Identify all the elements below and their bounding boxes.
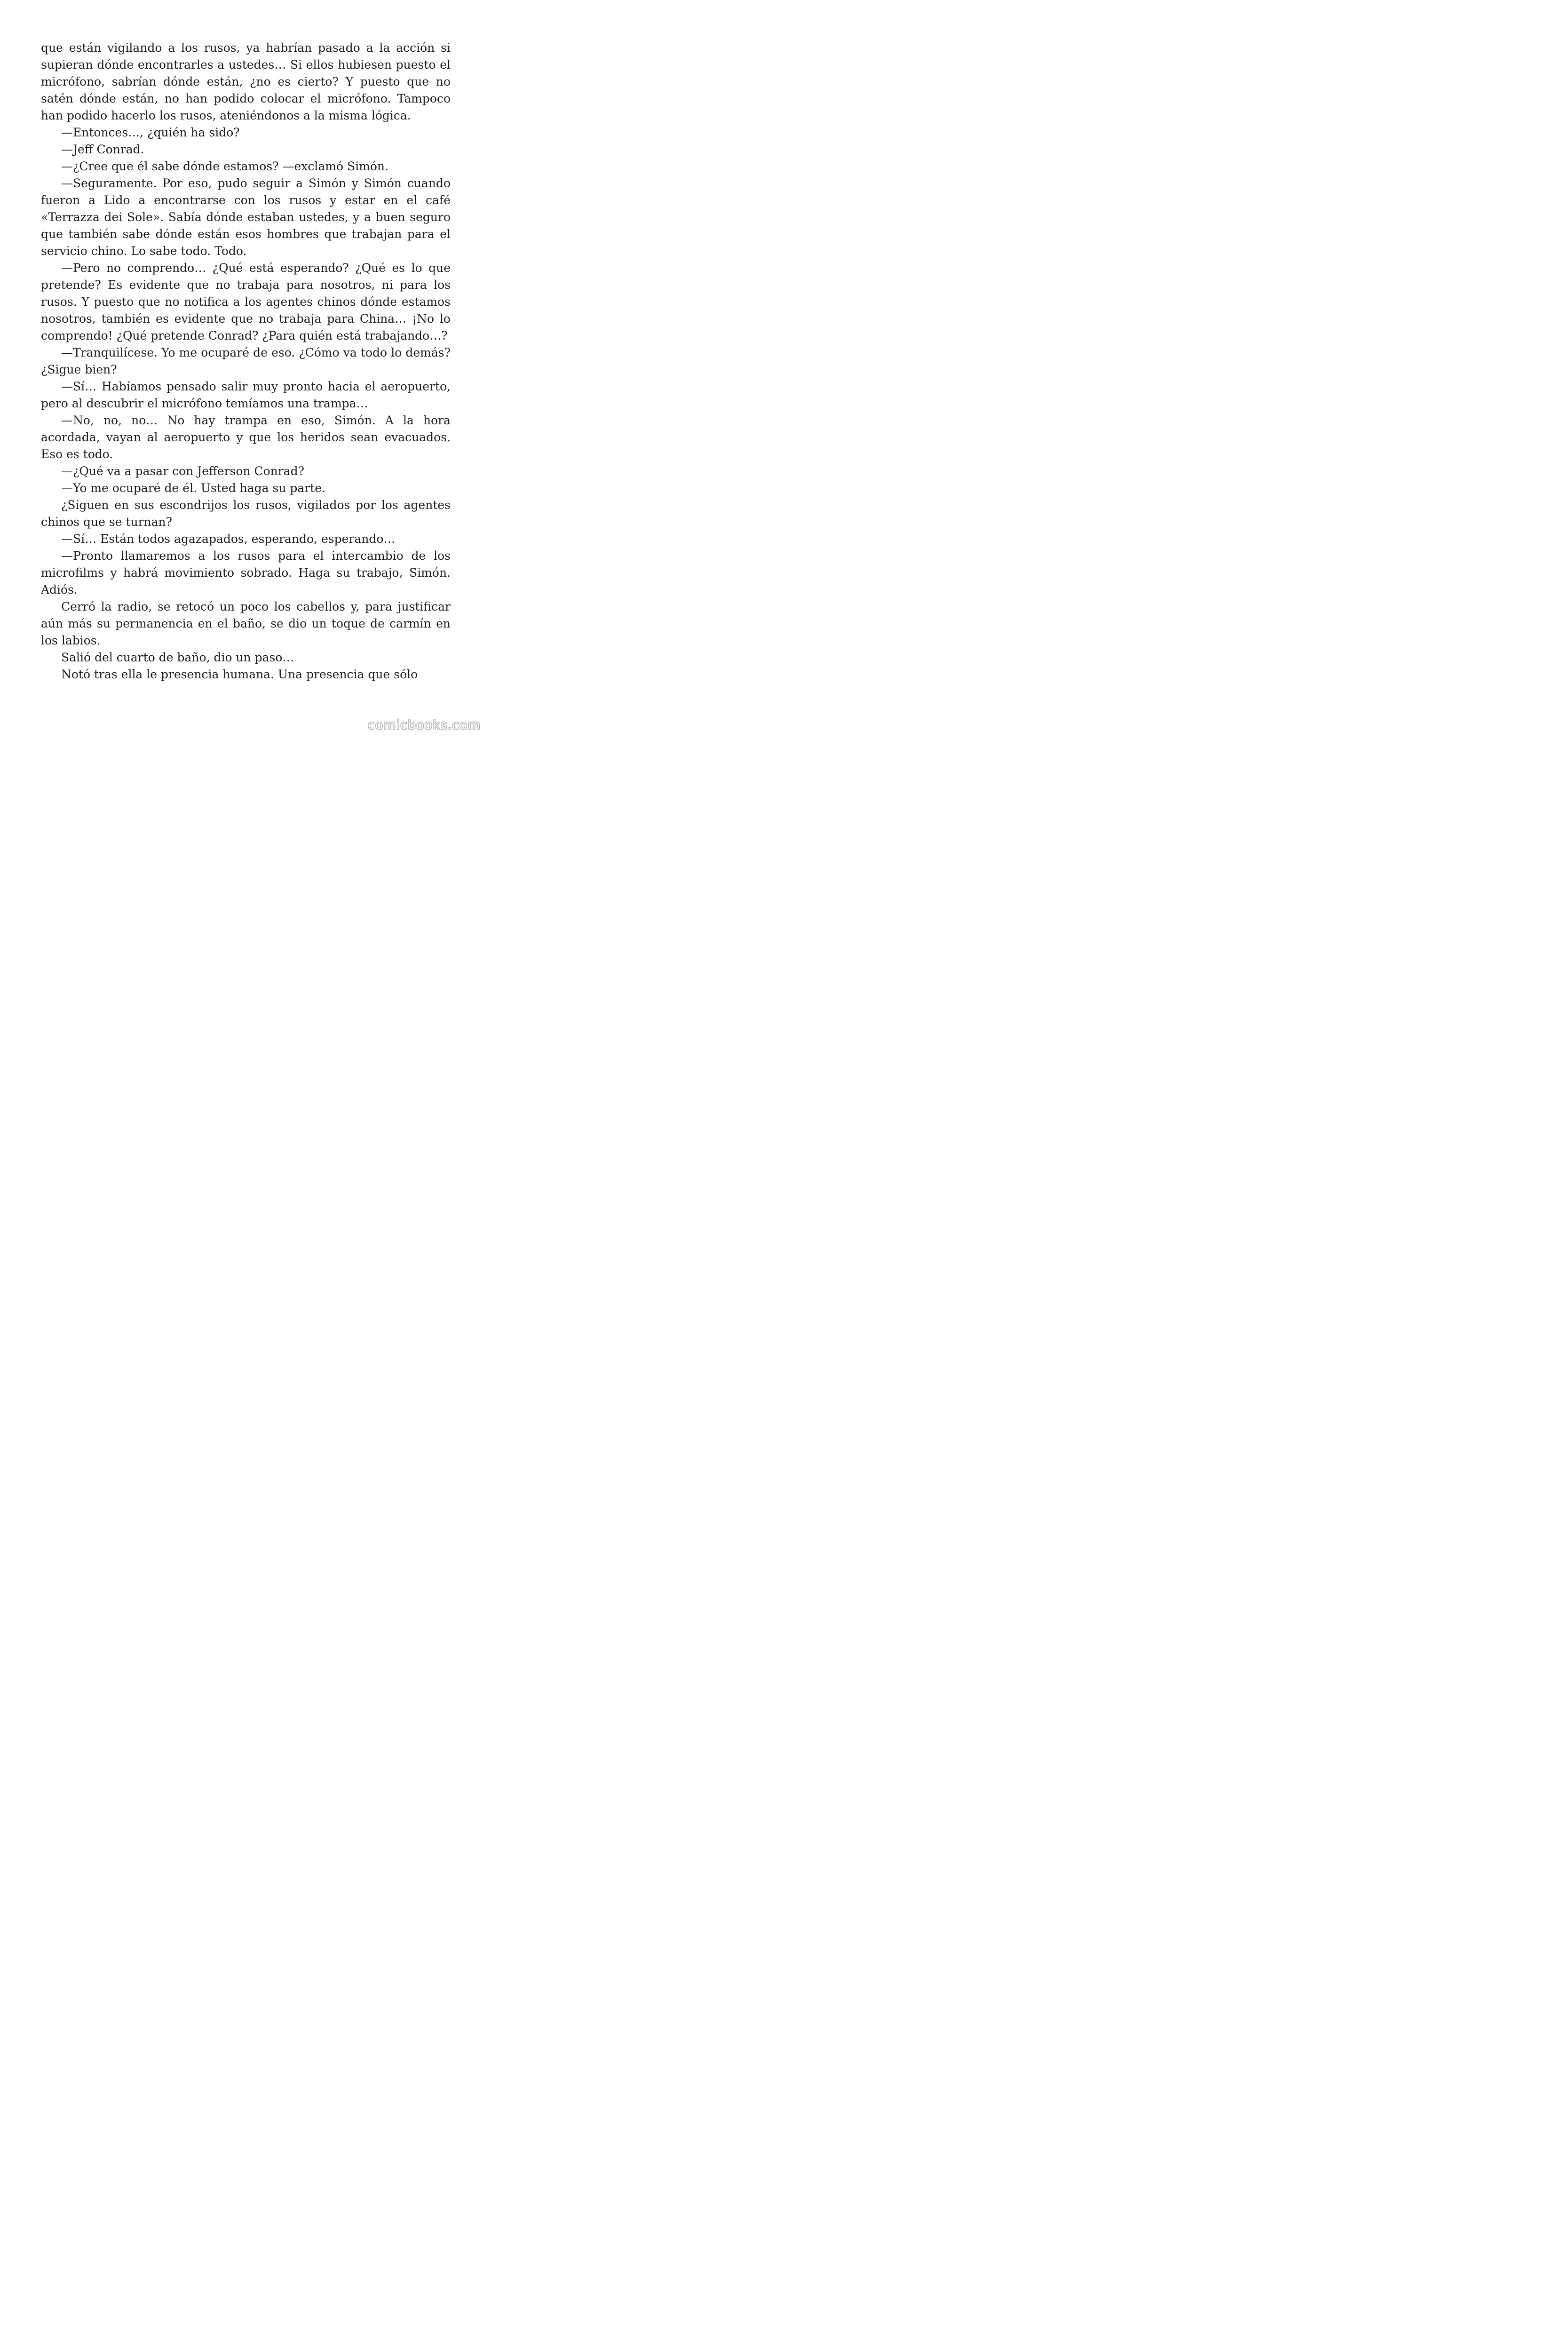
body-text	[41, 40, 451, 683]
paragraph: ¿Siguen en sus escondrijos los rusos, vigilados por los agentes chinos que se turnan?	[41, 498, 451, 529]
paragraph: Cerró la radio, se retocó un poco los cabellos y, para justificar aún más su permanencia en el baño, se dio un toque de carmín en los labios.	[41, 600, 451, 647]
paragraph: —¿Cree que él sabe dónde estamos? —exclamó Simón.	[61, 159, 388, 173]
paragraph: Salió del cuarto de baño, dio un paso…	[61, 651, 294, 664]
watermark: comicbooks.com	[367, 718, 481, 732]
paragraph: —Entonces…, ¿quién ha sido?	[61, 126, 240, 139]
paragraph: —¿Qué va a pasar con Jefferson Conrad?	[61, 464, 305, 478]
book-page	[0, 0, 494, 741]
paragraph: —Sí… Habíamos pensado salir muy pronto hacia el aeropuerto, pero al descubrir el micrófono temíamos una trampa…	[41, 380, 451, 410]
paragraph: —Jeff Conrad.	[61, 143, 144, 156]
paragraph: —Seguramente. Por eso, pudo seguir a Simón y Simón cuando fueron a Lido a encontrarse con los rusos y estar en el café «Terrazza dei Sole». Sabía dónde estaban ustedes, y a buen seguro que también sabe dónde están esos hombres que trabajan para el servicio chino. Lo sabe todo. Todo.	[41, 176, 451, 258]
paragraph: Notó tras ella le presencia humana. Una presencia que sólo	[61, 667, 418, 681]
paragraph: —Tranquilícese. Yo me ocuparé de eso. ¿Cómo va todo lo demás? ¿Sigue bien?	[41, 346, 451, 376]
paragraph: —Pero no comprendo… ¿Qué está esperando? ¿Qué es lo que pretende? Es evidente que no trabaja para nosotros, ni para los rusos. Y puesto que no notifica a los agentes chinos dónde estamos nosotros, también es evidente que no trabaja para China… ¡No lo comprendo! ¿Qué pretende Conrad? ¿Para quién está trabajando…?	[41, 261, 451, 342]
paragraph: —No, no, no… No hay trampa en eso, Simón. A la hora acordada, vayan al aeropuerto y que los heridos sean evacuados. Eso es todo.	[41, 413, 451, 461]
paragraph: —Sí… Están todos agazapados, esperando, esperando…	[61, 532, 396, 546]
paragraph: —Pronto llamaremos a los rusos para el intercambio de los microfilms y habrá movimiento sobrado. Haga su trabajo, Simón. Adiós.	[41, 549, 451, 596]
paragraph: que están vigilando a los rusos, ya habrían pasado a la acción si supieran dónde encontrarles a ustedes… Si ellos hubiesen puesto el micrófono, sabrían dónde están, ¿no es cierto? Y puesto que no satén dónde están, no han podido colocar el micrófono. Tampoco han podido hacerlo los rusos, ateniéndonos a la misma lógica.	[41, 41, 451, 122]
paragraph: —Yo me ocuparé de él. Usted haga su parte.	[61, 481, 326, 495]
